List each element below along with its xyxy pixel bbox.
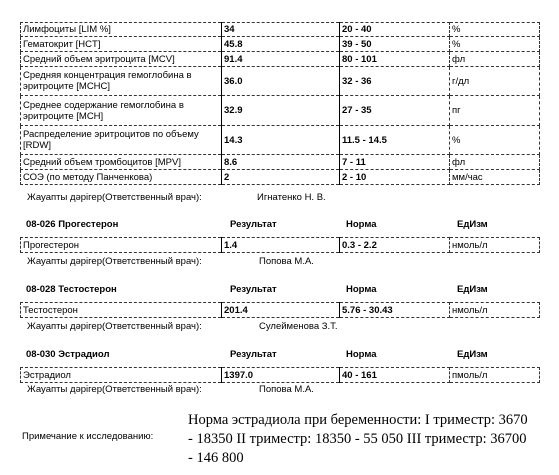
test-value: 91.4 bbox=[222, 52, 340, 67]
test-value: 32.9 bbox=[222, 96, 340, 126]
test-norm: 40 - 161 bbox=[340, 368, 450, 383]
doctor-label: Жауапты дәрігер(Ответственный врач): bbox=[27, 384, 202, 395]
test-name: Средний объем эритроцита [MCV] bbox=[21, 52, 222, 67]
test-value: 1.4 bbox=[222, 238, 340, 253]
unit-column-header: ЕдИзм bbox=[457, 349, 488, 360]
test-name: Прогестерон bbox=[21, 238, 222, 253]
responsible-doctor bbox=[27, 192, 326, 203]
test-norm: 39 - 50 bbox=[340, 37, 450, 52]
doctor-name: Сулейменова З.Т. bbox=[259, 321, 338, 332]
doctor-name: Попова М.А. bbox=[259, 256, 314, 267]
test-norm: 5.76 - 30.43 bbox=[340, 303, 450, 318]
table-row bbox=[21, 303, 540, 318]
doctor-label: Жауапты дәрігер(Ответственный врач): bbox=[27, 321, 202, 332]
test-unit: г/дл bbox=[450, 67, 540, 96]
test-value: 45.8 bbox=[222, 37, 340, 52]
test-value: 34 bbox=[222, 23, 340, 37]
test-norm: 20 - 40 bbox=[340, 23, 450, 37]
test-name: Средняя концентрация гемоглобина в эритроците [MCHC] bbox=[21, 67, 222, 96]
doctor-label: Жауапты дәрігер(Ответственный врач): bbox=[27, 192, 202, 203]
table-row bbox=[21, 52, 540, 67]
test-value: 14.3 bbox=[222, 126, 340, 155]
test-name: Гематокрит [HCT] bbox=[21, 37, 222, 52]
doctor-label: Жауапты дәрігер(Ответственный врач): bbox=[27, 256, 202, 267]
norm-column-header: Норма bbox=[346, 349, 377, 360]
test-unit: мм/час bbox=[450, 170, 540, 185]
test-unit: % bbox=[450, 37, 540, 52]
section-title: 08-030 Эстрадиол bbox=[26, 349, 110, 360]
test-value: 2 bbox=[222, 170, 340, 185]
doctor-name: Попова М.А. bbox=[259, 384, 314, 395]
estradiol-table bbox=[20, 367, 540, 383]
table-row bbox=[21, 126, 540, 155]
test-unit: % bbox=[450, 23, 540, 37]
norm-column-header: Норма bbox=[346, 219, 377, 230]
section-header bbox=[0, 349, 559, 363]
test-unit: фл bbox=[450, 155, 540, 170]
progesterone-table bbox=[20, 237, 540, 253]
test-name: Лимфоциты [LIM %] bbox=[21, 23, 222, 37]
note-label: Примечание к исследованию: bbox=[22, 431, 154, 442]
section-header bbox=[0, 284, 559, 298]
test-norm: 2 - 10 bbox=[340, 170, 450, 185]
cbc-results-table bbox=[20, 22, 540, 185]
test-name: Тестостерон bbox=[21, 303, 222, 318]
table-row bbox=[21, 96, 540, 126]
responsible-doctor bbox=[27, 256, 314, 267]
test-norm: 7 - 11 bbox=[340, 155, 450, 170]
test-norm: 11.5 - 14.5 bbox=[340, 126, 450, 155]
test-unit: пг bbox=[450, 96, 540, 126]
test-unit: фл bbox=[450, 52, 540, 67]
section-title: 08-028 Тестостерон bbox=[26, 284, 117, 295]
table-row bbox=[21, 23, 540, 37]
test-name: Среднее содержание гемоглобина в эритроците [MCH] bbox=[21, 96, 222, 126]
section-title: 08-026 Прогестерон bbox=[26, 219, 119, 230]
test-norm: 80 - 101 bbox=[340, 52, 450, 67]
test-unit: нмоль/л bbox=[450, 238, 540, 253]
doctor-name: Игнатенко Н. В. bbox=[257, 192, 326, 203]
unit-column-header: ЕдИзм bbox=[457, 219, 488, 230]
norm-column-header: Норма bbox=[346, 284, 377, 295]
test-value: 201.4 bbox=[222, 303, 340, 318]
test-unit: нмоль/л bbox=[450, 303, 540, 318]
section-header bbox=[0, 219, 559, 233]
test-norm: 27 - 35 bbox=[340, 96, 450, 126]
table-row bbox=[21, 155, 540, 170]
result-column-header: Результат bbox=[230, 349, 277, 360]
table-row bbox=[21, 37, 540, 52]
test-norm: 0.3 - 2.2 bbox=[340, 238, 450, 253]
result-column-header: Результат bbox=[230, 219, 277, 230]
table-row bbox=[21, 368, 540, 383]
test-name: Эстрадиол bbox=[21, 368, 222, 383]
unit-column-header: ЕдИзм bbox=[457, 284, 488, 295]
note-text: Норма эстрадиола при беременности: I триместр: 3670 - 18350 II триместр: 18350 - 55 050 III триместр: 36700 - 146 800 bbox=[188, 412, 528, 466]
result-column-header: Результат bbox=[230, 284, 277, 295]
test-unit: пмоль/л bbox=[450, 368, 540, 383]
testosterone-table bbox=[20, 302, 540, 318]
test-name: Средний объем тромбоцитов [MPV] bbox=[21, 155, 222, 170]
test-value: 1397.0 bbox=[222, 368, 340, 383]
table-row bbox=[21, 67, 540, 96]
table-row bbox=[21, 170, 540, 185]
responsible-doctor bbox=[27, 384, 314, 395]
test-name: Распределение эритроцитов по объему [RDW] bbox=[21, 126, 222, 155]
responsible-doctor bbox=[27, 321, 338, 332]
test-value: 36.0 bbox=[222, 67, 340, 96]
test-unit: % bbox=[450, 126, 540, 155]
test-name: СОЭ (по методу Панченкова) bbox=[21, 170, 222, 185]
test-value: 8.6 bbox=[222, 155, 340, 170]
table-row bbox=[21, 238, 540, 253]
test-norm: 32 - 36 bbox=[340, 67, 450, 96]
